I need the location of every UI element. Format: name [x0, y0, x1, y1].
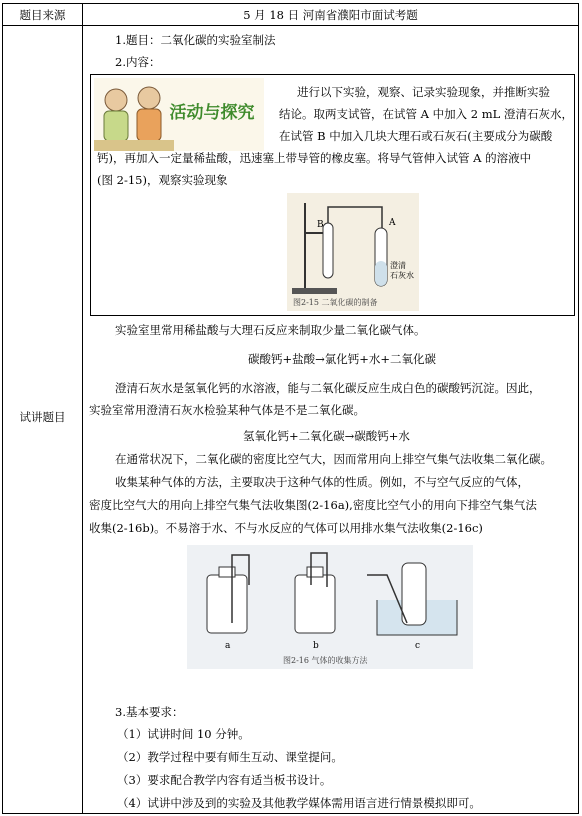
- requirement-1: （1）试讲时间 10 分钟。: [117, 727, 250, 741]
- topic-label: 试讲题目: [19, 410, 66, 424]
- topic-title: 1.题目：二氧化碳的实验室制法: [115, 33, 276, 47]
- fig15-label-lime-1: 澄清: [390, 261, 406, 270]
- para-1: 实验室里常用稀盐酸与大理石反应来制取少量二氧化碳气体。: [115, 323, 426, 337]
- column-divider: [82, 4, 83, 813]
- requirement-4: （4）试讲中涉及到的实验及其他教学媒体需用语言进行情景模拟即可。: [117, 796, 481, 810]
- fig16-label-c: c: [415, 641, 421, 651]
- fig16-label-a: a: [225, 641, 231, 651]
- activity-box: [90, 74, 575, 316]
- equation-2: 氢氧化钙+二氧化碳→碳酸钙+水: [243, 429, 410, 443]
- requirement-2: （2）教学过程中要有师生互动、课堂提问。: [117, 750, 343, 764]
- para-2a: 澄清石灰水是氢氧化钙的水溶液，能与二氧化碳反应生成白色的碳酸钙沉淀。因此，: [115, 381, 541, 395]
- requirements-title: 3.基本要求：: [115, 705, 184, 719]
- equation-1: 碳酸钙+盐酸→氯化钙+水+二氧化碳: [248, 352, 437, 366]
- figure-2-15: [287, 193, 419, 311]
- box-line-1: 进行以下实验，观察、记录实验现象，并推断实验: [297, 85, 550, 99]
- fig15-label-lime-2: 石灰水: [390, 271, 414, 280]
- para-4a: 收集某种气体的方法，主要取决于这种气体的性质。例如，不与空气反应的气体，: [115, 475, 529, 489]
- para-4c: 收集(2-16b)。不易溶于水、不与水反应的气体可以用排水集气法收集(2-16c): [89, 521, 483, 535]
- figure-2-16: [187, 545, 473, 669]
- box-line-3: 在试管 B 中加入几块大理石或石灰石(主要成分为碳酸: [279, 129, 553, 143]
- activity-illustration: [94, 78, 264, 151]
- activity-title-art: 活动与探究: [169, 103, 255, 123]
- fig15-label-a: A: [389, 218, 396, 228]
- para-4b: 密度比空气大的用向上排空气集气法收集图(2-16a),密度比空气小的用向下排空气集气法: [89, 498, 537, 512]
- exam-table: [2, 3, 579, 814]
- header-source-value: 5 月 18 日 河南省濮阳市面试考题: [243, 7, 418, 22]
- content-label: 2.内容：: [115, 55, 161, 69]
- para-2b: 实验室常用澄清石灰水检验某种气体是不是二氧化碳。: [89, 403, 365, 417]
- para-3: 在通常状况下，二氧化碳的密度比空气大，因而常用向上排空气集气法收集二氧化碳。: [115, 452, 552, 466]
- fig15-label-b: B: [317, 220, 324, 230]
- fig15-caption: 图2-15 二氧化碳的制备: [293, 298, 378, 307]
- topic-content: [85, 26, 575, 813]
- requirement-3: （3）要求配合教学内容有适当板书设计。: [117, 773, 332, 787]
- box-line-5: (图 2-15)，观察实验现象: [97, 173, 228, 187]
- fig16-caption: 图2-16 气体的收集方法: [283, 656, 368, 665]
- fig16-label-b: b: [313, 641, 319, 651]
- box-line-2: 结论。取两支试管，在试管 A 中加入 2 mL 澄清石灰水，: [279, 107, 573, 121]
- header-source-label: 题目来源: [19, 7, 66, 22]
- box-line-4: 钙)，再加入一定量稀盐酸，迅速塞上带导管的橡皮塞。将导气管伸入试管 A 的溶液中: [97, 151, 532, 165]
